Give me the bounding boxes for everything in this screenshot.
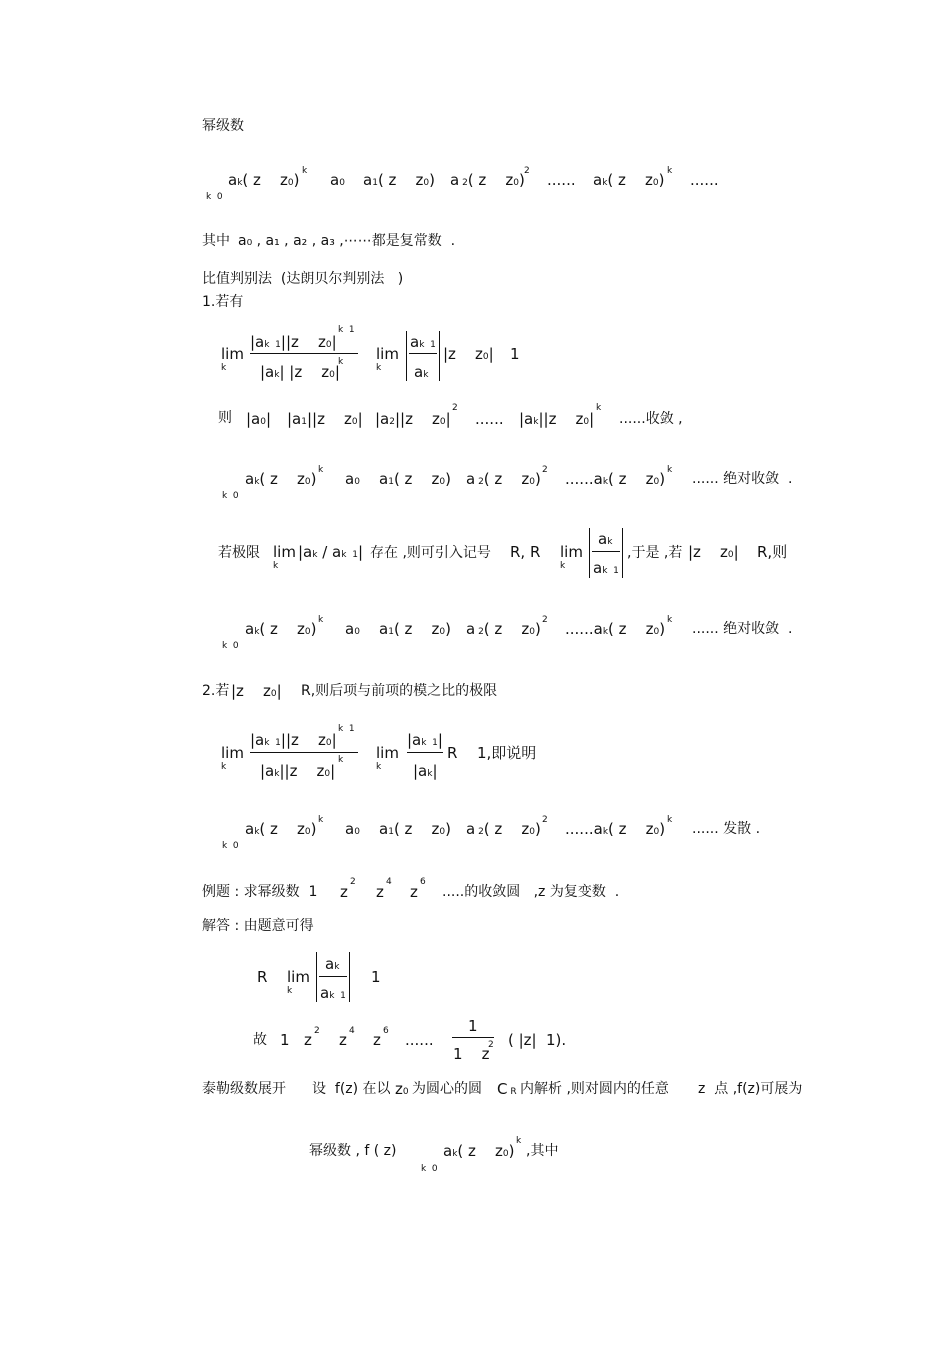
document-page: 幂级数 ak( z z0) k k 0 a0 a1( z z0) a 2( z z0) 2 ...... ak( z z0) k ...... 其中 a₀ , a₁ , a₂ , a₃ ,⋯⋯都是复常数 . 比值判别法 (达朗贝尔判别法 ) 1.若有 lim k |ak 1||z z0| k 1 |ak| |z z0| k lim k ak 1 ak |z z0| 1 则 |a0| |a1||z z0| |a2||z z0| 2 ...... |ak||z z0| k ......收敛 , ak( z z0) k k 0 a0 a1( z z0) a 2( z z0) 2 ......ak( z z0) k ...... 绝对收敛 . 若极限 lim k |ak / ak 1| 存在 ,则可引入记号 R, R lim k ak ak 1 ,于是 ,若 |z z0| R,则 ak( z z0) k k 0 a0 a1( z z0) a 2( z z0) 2 ......ak( z z0) k ...... 绝对收敛 . 2.若 |z z0| R,则后项与前项的模之比的极限 lim k |ak 1||z z0| k 1 |ak||z z0| k lim k |ak 1| |ak| R 1,即说明 ak( z z0) k k 0 a0 a1( z z0) a 2( z z0) 2 ......ak( z z0) k ...... 发散 . 例题 : 求幂级数 1 z 2 z 4 z 6 .....的收敛圆 ,z 为复变数 . 解答 : 由题意可得 R lim k ak ak 1 1 故 1 z 2 z 4 z 6 ...... 1 1 z 2 ( |z| 1). 泰勒级数展开 设 f(z) 在以 z0 为圆心的圆 C R 内解析 ,则对圆内的任意 z 点 ,f(z)可展为 幂级数 , f ( z) ak( z z0) k k 0 ,其中 [202, 118, 803, 1174]
text-qizhong: 其中 [202, 233, 230, 249]
heading-ratio-test: 比值判别法 (达朗贝尔判别法 ) [202, 271, 404, 287]
answer-label: 解答 : 由题意可得 [202, 918, 314, 934]
coefficient-list: a₀ , a₁ , a₂ , a₃ ,⋯⋯都是复常数 . [238, 233, 456, 249]
heading-power-series: 幂级数 [202, 118, 244, 134]
case-1-label: 1.若有 [202, 294, 244, 310]
